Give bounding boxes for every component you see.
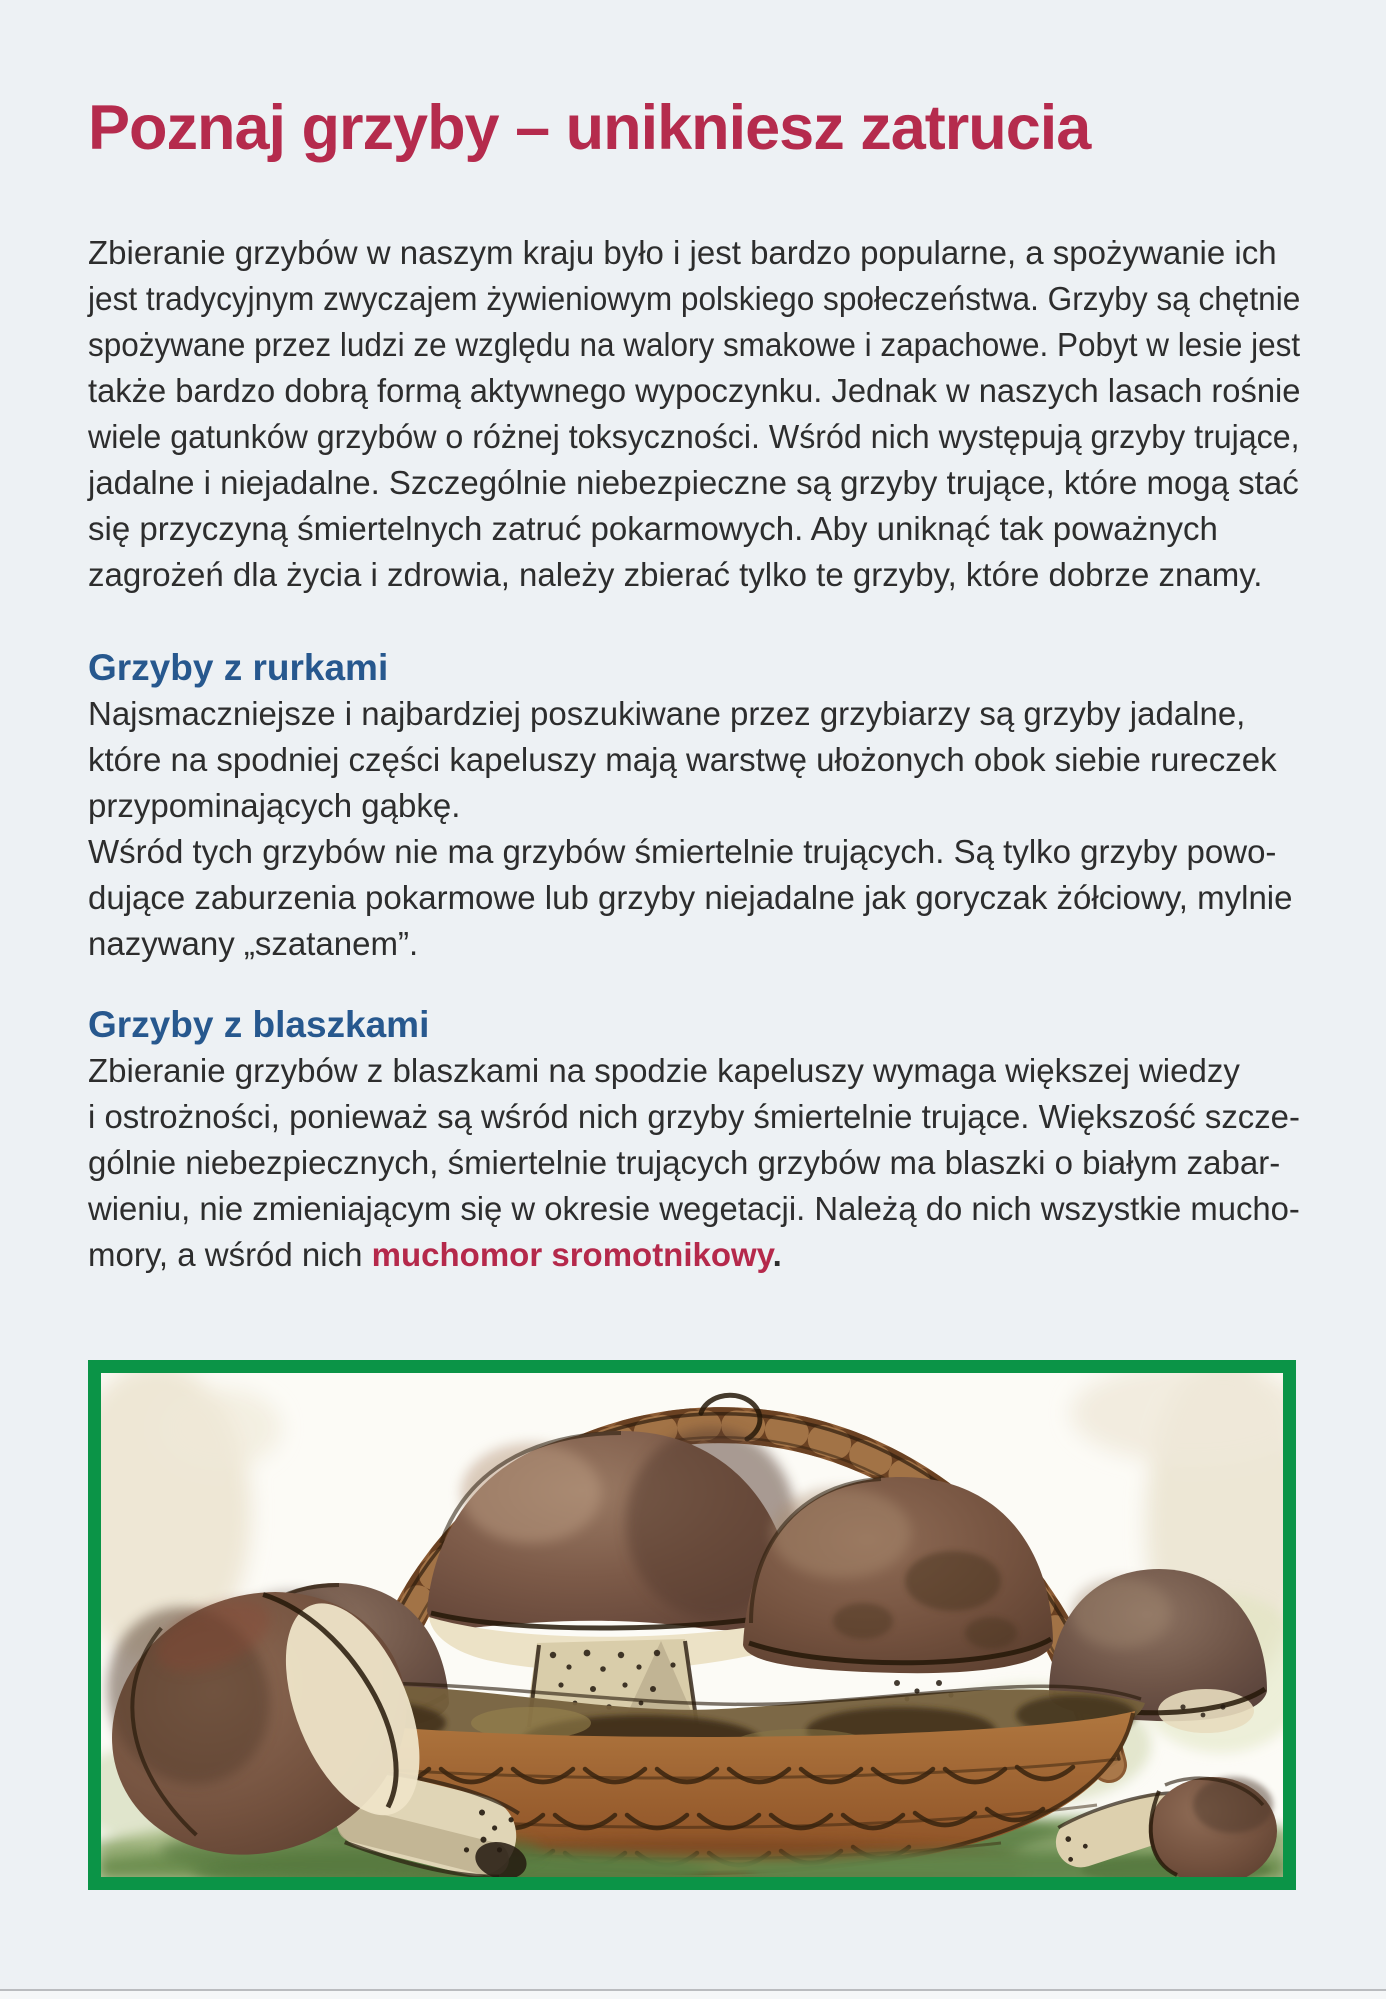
scan-edge-margin — [0, 1991, 1386, 1999]
body-line: Zbieranie grzybów z blaszkami na spodzie kapeluszy wymaga większej wiedzy — [88, 1052, 1240, 1089]
body-line: także bardzo dobrą formą aktywnego wypoczynku. Jednak w naszych lasach rośnie — [88, 372, 1301, 409]
porcini-center — [427, 1428, 796, 1729]
body-line: wiele gatunków grzybów o różnej toksyczności. Wśród nich występują grzyby trujące, — [88, 418, 1300, 455]
highlight-term: muchomor sromotnikowy — [371, 1236, 773, 1273]
section-gill-fungi — [88, 1002, 1300, 1278]
section-body — [88, 1048, 1300, 1278]
body-line — [88, 1232, 1300, 1278]
body-line: gólnie niebezpiecznych, śmiertelnie trujących grzybów ma blaszki o białym zabar- — [88, 1144, 1281, 1181]
section-tube-fungi — [88, 645, 1300, 967]
mushroom-cap-right — [743, 1477, 1053, 1701]
body-line: jest tradycyjnym zwyczajem żywieniowym polskiego społeczeństwa. Grzyby są chętnie — [88, 280, 1301, 317]
body-line: które na spodniej części kapeluszy mają warstwę ułożonych obok siebie rureczek — [88, 741, 1277, 778]
body-line-text: mory, a wśród nich — [88, 1236, 372, 1273]
body-line: dujące zaburzenia pokarmowe lub grzyby niejadalne jak goryczak żółciowy, mylnie — [88, 879, 1293, 916]
body-line: przypominających gąbkę. — [88, 787, 461, 824]
section-body — [88, 691, 1300, 967]
body-line: nazywany „szatanem”. — [88, 925, 419, 962]
body-line: Najsmaczniejsze i najbardziej poszukiwane przez grzybiarzy są grzyby jadalne, — [88, 695, 1246, 732]
intro-paragraph — [88, 230, 1300, 598]
body-line: wieniu, nie zmieniającym się w okresie wegetacji. Należą do nich wszystkie mucho- — [88, 1190, 1300, 1227]
page-title: Poznaj grzyby – unikniesz zatrucia — [88, 93, 1091, 163]
body-line: i ostrożności, ponieważ są wśród nich grzyby śmiertelnie trujące. Większość szcze- — [88, 1098, 1300, 1135]
body-line: się przyczyną śmiertelnych zatruć pokarmowych. Aby uniknąć tak poważnych — [88, 510, 1218, 547]
body-line-text: . — [772, 1236, 782, 1273]
mushroom-basket-illustration — [101, 1373, 1283, 1877]
body-line: spożywane przez ludzi ze względu na walory smakowe i zapachowe. Pobyt w lesie jest — [88, 326, 1301, 363]
body-line: zagrożeń dla życia i zdrowia, należy zbierać tylko te grzyby, które dobrze znamy. — [88, 556, 1263, 593]
body-line: jadalne i niejadalne. Szczególnie niebezpieczne są grzyby trujące, które mogą stać — [88, 464, 1299, 501]
section-heading: Grzyby z blaszkami — [88, 1004, 430, 1045]
section-heading: Grzyby z rurkami — [88, 647, 389, 688]
body-line: Wśród tych grzybów nie ma grzybów śmiertelnie trujących. Są tylko grzyby powo- — [88, 833, 1277, 870]
body-line: Zbieranie grzybów w naszym kraju było i jest bardzo popularne, a spożywanie ich — [88, 234, 1277, 271]
green-frame — [88, 1360, 1296, 1890]
